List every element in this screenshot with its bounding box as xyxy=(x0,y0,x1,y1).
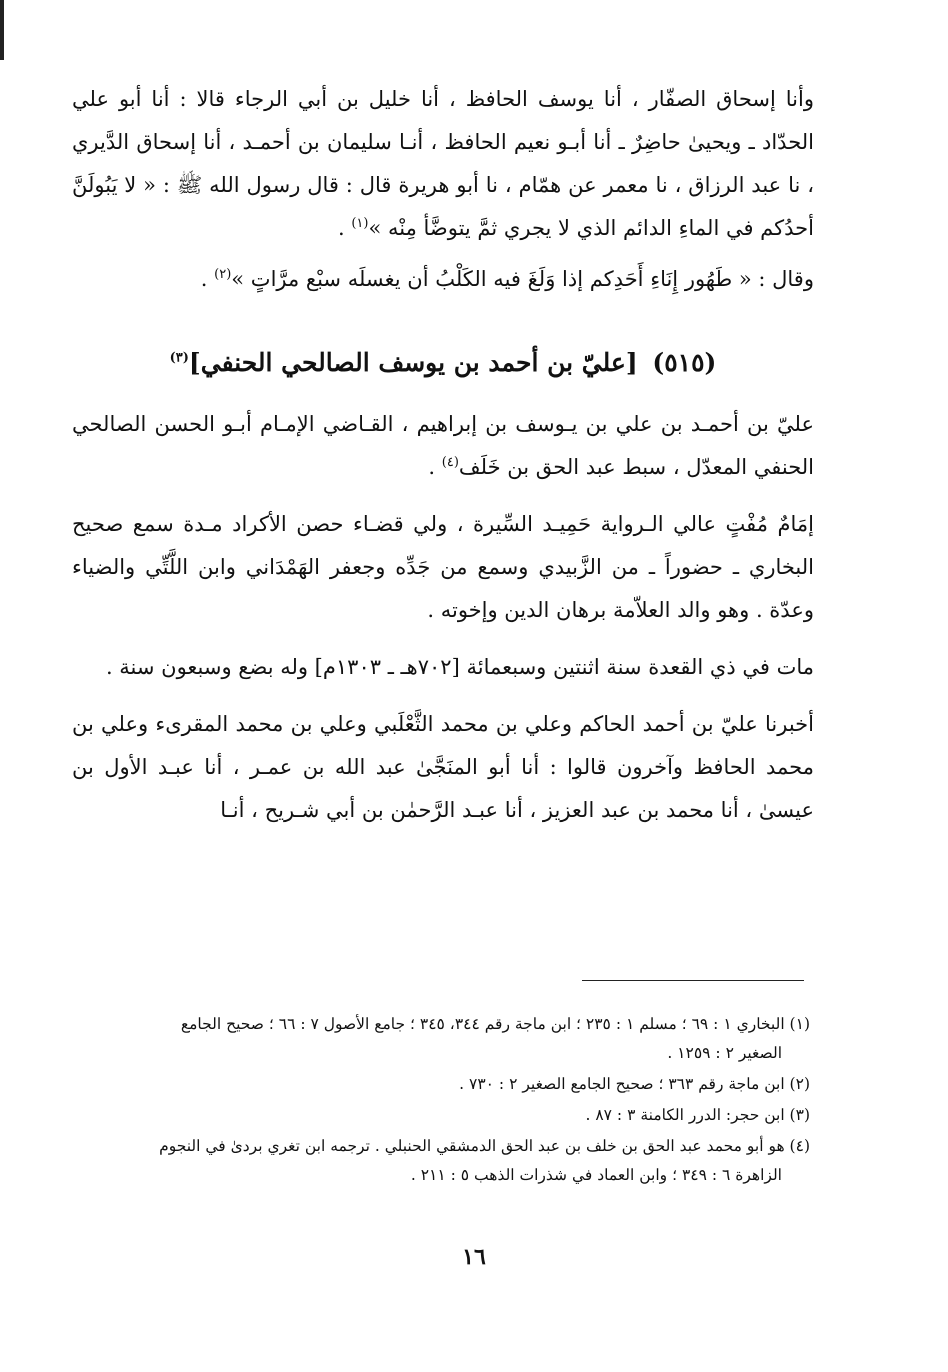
entry-number: (٥١٥) xyxy=(652,348,717,377)
footnote-4-continuation: الزاهرة ٦ : ٣٤٩ ؛ وابن العماد في شذرات الذهب ٥ : ٢١١ . xyxy=(410,1166,782,1184)
paragraph-hadith-2 xyxy=(72,258,814,301)
footnote-2-text: (٢) ابن ماجة رقم ٣٦٣ ؛ صحيح الجامع الصغير ٢ : ٧٣٠ . xyxy=(459,1075,810,1093)
footnote-1-continuation: الصغير ٢ : ١٢٥٩ . xyxy=(667,1044,782,1062)
paragraph-death: مات في ذي القعدة سنة اثنتين وسبعمائة [٧٠٢هـ ـ ١٣٠٣م] وله بضع وسبعون سنة . xyxy=(105,655,814,679)
paragraph-biography: إمَامٌ مُفْتٍ عالي الـرواية حَمِيـد السِّيرة ، ولي قضـاء حصن الأكراد مـدة سمع صحيح البخاري ـ حضوراً ـ من الزَّبيدي وسمع من جَدِّه وجعفر الهَمْدَاني وابن اللَّتِّي والضياء وعدّة . وهو والد العلاّمة برهان الدين وإخوته . xyxy=(72,512,814,622)
footnote-3 xyxy=(66,1101,810,1130)
paragraph-name xyxy=(72,403,814,489)
footnote-divider-area xyxy=(0,980,948,982)
page-edge-rule xyxy=(0,0,4,60)
paragraph-hadith-2-text: وقال : « طَهُور إِنَاءِ أَحَدِكم إذا وَلَغَ فيه الكَلْبُ أن يغسلَه سبْع مرَّاتٍ » xyxy=(231,267,814,291)
main-text xyxy=(72,78,814,846)
entry-title: [عليّ بن أحمد بن يوسف الصالحي الحنفي] xyxy=(188,348,638,377)
paragraph-name-text: عليّ بن أحمـد بن علي بن يـوسف بن إبراهيم ، القـاضي الإمـام أبـو الحسن الصالحي الحنفي المعدّل ، سبط عبد الحق بن خَلَف xyxy=(72,412,814,479)
footnote-ref-1[interactable]: (١) xyxy=(351,216,369,231)
footnote-divider xyxy=(582,980,804,981)
page-number: ١٦ xyxy=(462,1244,486,1270)
paragraph-end: . xyxy=(337,216,352,240)
footnote-ref-4[interactable]: (٤) xyxy=(441,455,459,470)
paragraph-isnad xyxy=(72,78,814,250)
footnote-1-text: (١) البخاري ١ : ٦٩ ؛ مسلم ١ : ٢٣٥ ؛ ابن ماجة رقم ٣٤٤، ٣٤٥ ؛ جامع الأصول ٧ : ٦٦ ؛ صحيح الجامع xyxy=(180,1015,810,1033)
entry-heading xyxy=(72,343,814,383)
footnote-4-text: (٤) هو أبو محمد عبد الحق بن خلف بن عبد الحق الدمشقي الحنبلي . ترجمه ابن تغري بردىٰ في النجوم xyxy=(159,1137,810,1155)
paragraph-chain: أخبرنا عليّ بن أحمد الحاكم وعلي بن محمد الثَّعْلَبي وعلي بن محمد المقرىء وعلي بن محمد الحافظ وآخرون قالوا : أنا أبو المنَجَّىٰ عبد الله بن عمـر ، أنا عبـد الأول بن عيسىٰ ، أنا محمد بن عبد العزيز ، أنا عبـد الرَّحمٰن بن أبي شـريح ، أنـا xyxy=(72,712,814,822)
paragraph-end: . xyxy=(428,455,442,479)
footnotes xyxy=(66,1010,810,1192)
footnote-ref-2[interactable]: (٢) xyxy=(214,267,232,282)
footnote-2 xyxy=(66,1070,810,1099)
footnote-1 xyxy=(66,1010,810,1068)
paragraph-isnad-text: وأنا إسحاق الصفّار ، أنا يوسف الحافظ ، أنا خليل بن أبي الرجاء قالا : أنا أبو علي الحدّاد ـ ويحيىٰ حاضِرٌ ـ أنا أبـو نعيم الحافظ ، أنـا سليمان بن أحمـد ، أنا إسحاق الدَّيري ، نا عبد الرزاق ، نا معمر عن همّام ، نا أبو هريرة قال : قال رسول الله ﷺ : « لا يَبُولَنَّ أحدُكم في الماءِ الدائم الذي لا يجري ثمَّ يتوضَّأ مِنْه » xyxy=(72,87,814,240)
paragraph-end: . xyxy=(200,267,215,291)
footnote-3-text: (٣) ابن حجر: الدرر الكامنة ٣ : ٨٧ . xyxy=(585,1106,810,1124)
footnote-4 xyxy=(66,1132,810,1190)
footnote-ref-3[interactable]: (٣) xyxy=(169,350,189,366)
